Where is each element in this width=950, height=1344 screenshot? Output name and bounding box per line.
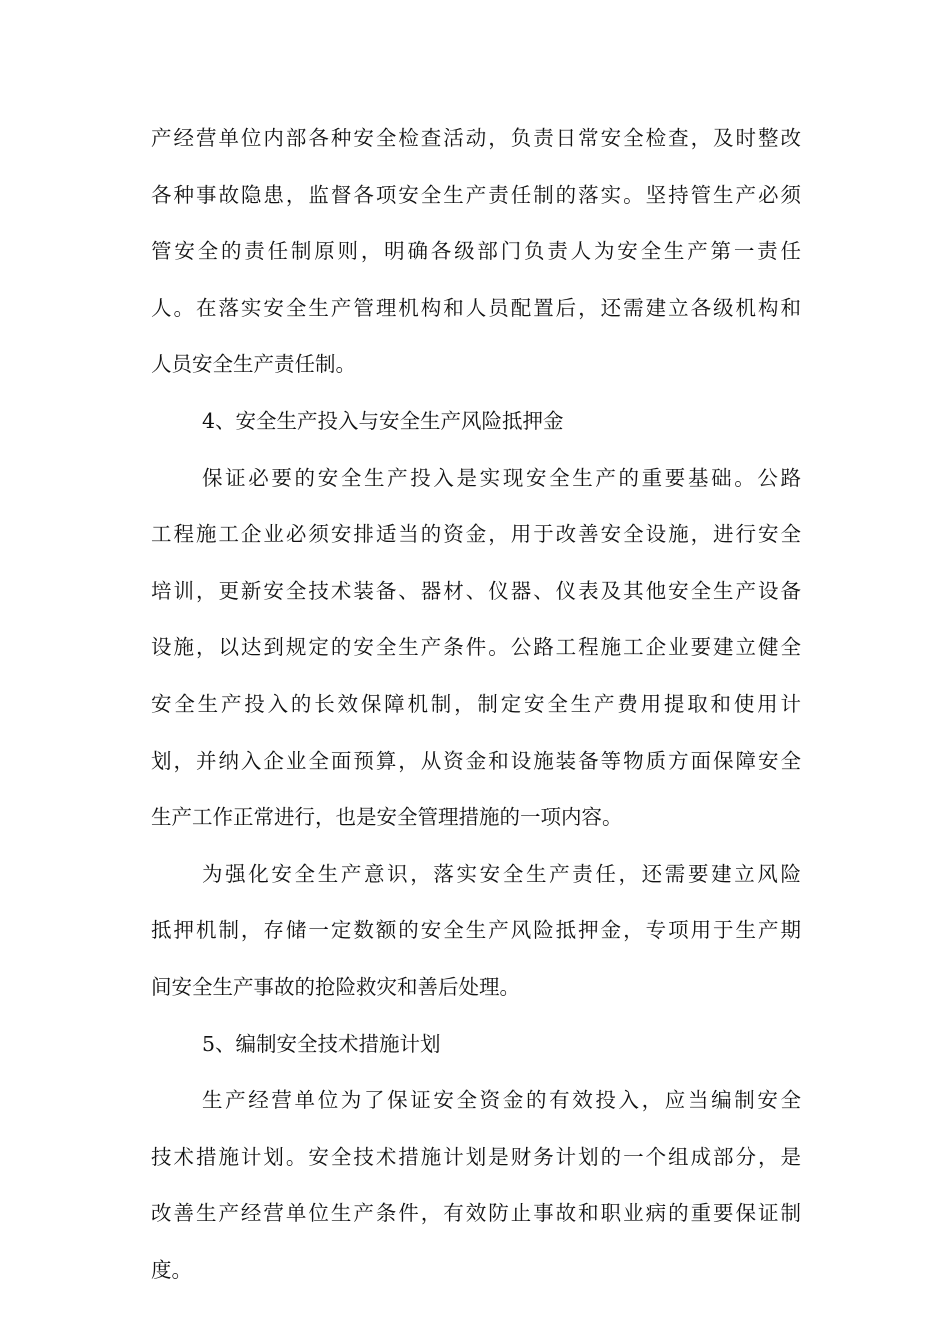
text-line: 间安全生产事故的抢险救灾和善后处理。 — [151, 974, 520, 999]
text-line: 度。 — [151, 1257, 192, 1282]
text-line: 生产经营单位为了保证安全资金的有效投入，应当编制安全 — [202, 1088, 801, 1113]
text-line: 人员安全生产责任制。 — [151, 352, 356, 377]
text-line: 产经营单位内部各种安全检查活动，负责日常安全检查，及时整改 — [151, 126, 801, 150]
text-line: 为强化安全生产意识，落实安全生产责任，还需要建立风险 — [202, 861, 801, 886]
text-line: 工程施工企业必须安排适当的资金，用于改善安全设施，进行安全 — [151, 522, 801, 547]
text-line: 各种事故隐患，监督各项安全生产责任制的落实。坚持管生产必须 — [151, 182, 801, 207]
text-line: 保证必要的安全生产投入是实现安全生产的重要基础。公路 — [202, 465, 801, 490]
text-line: 安全生产投入的长效保障机制，制定安全生产费用提取和使用计 — [151, 691, 801, 716]
text-line: 抵押机制，存储一定数额的安全生产风险抵押金，专项用于生产期 — [151, 918, 801, 943]
text-line: 管安全的责任制原则，明确各级部门负责人为安全生产第一责任 — [151, 239, 801, 264]
section-heading-5: 5、编制安全技术措施计划 — [202, 1031, 441, 1056]
text-line: 人。在落实安全生产管理机构和人员配置后，还需建立各级机构和 — [151, 295, 801, 320]
section-heading-4: 4、安全生产投入与安全生产风险抵押金 — [202, 408, 564, 433]
text-line: 划，并纳入企业全面预算，从资金和设施装备等物质方面保障安全 — [151, 748, 801, 773]
text-line: 生产工作正常进行，也是安全管理措施的一项内容。 — [151, 805, 623, 830]
document-body — [151, 113, 801, 1301]
text-line: 设施，以达到规定的安全生产条件。公路工程施工企业要建立健全 — [151, 635, 801, 660]
text-line: 技术措施计划。安全技术措施计划是财务计划的一个组成部分，是 — [151, 1144, 801, 1169]
text-line: 培训，更新安全技术装备、器材、仪器、仪表及其他安全生产设备 — [151, 578, 801, 603]
text-line: 改善生产经营单位生产条件，有效防止事故和职业病的重要保证制 — [151, 1201, 801, 1226]
